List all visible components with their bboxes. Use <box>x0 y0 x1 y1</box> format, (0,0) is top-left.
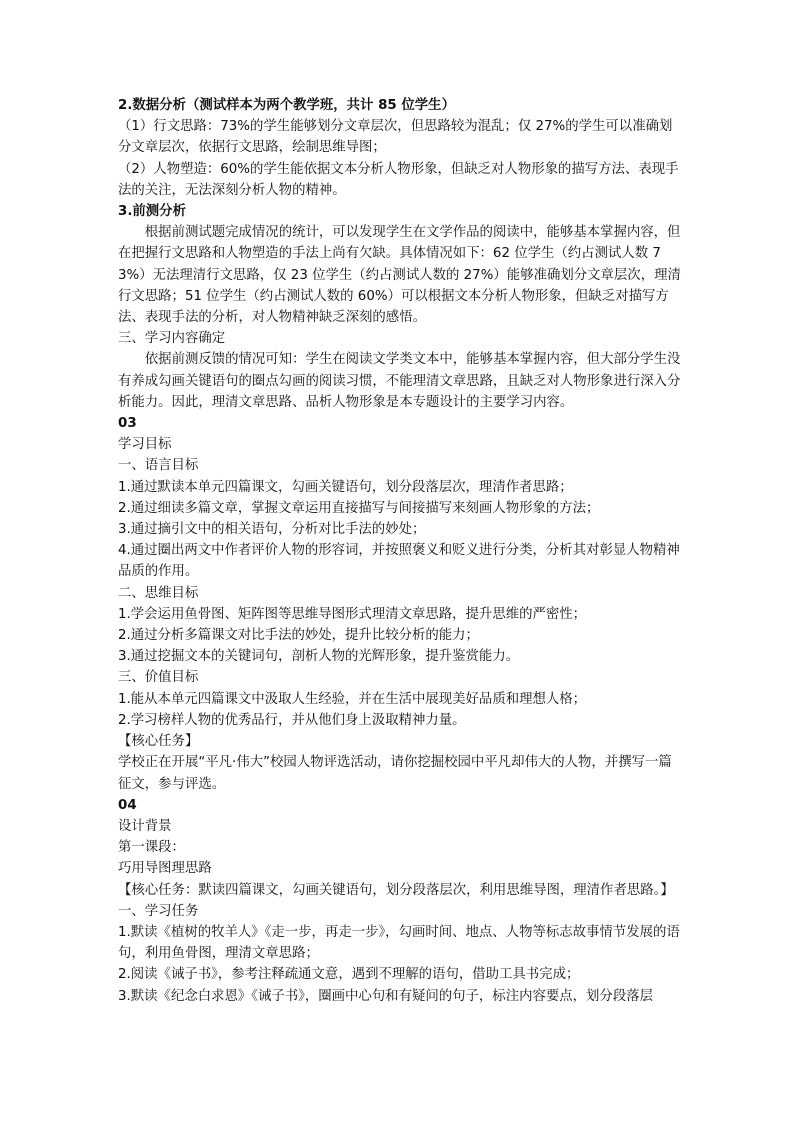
lesson-title: 巧用导图理思路 <box>118 861 212 877</box>
thinking-goals-title: 二、思维目标 <box>118 585 199 601</box>
learning-task-item: 2.阅读《诫子书》，参考注释疏通文意，遇到不理解的语句，借助工具书完成； <box>118 967 580 983</box>
section-3-title: 3.前测分析 <box>118 204 186 220</box>
learning-task-item: 3.默读《纪念白求恩》《诫子书》，圈画中心句和有疑问的句子，标注内容要点，划分段落层 <box>118 988 653 1004</box>
part-03-number: 03 <box>118 416 137 432</box>
part-04-number: 04 <box>118 797 137 813</box>
part-04-title: 设计背景 <box>118 818 172 834</box>
values-goal-item: 2.学习榜样人物的优秀品行，并从他们身上汲取精神力量。 <box>118 712 466 728</box>
learning-task-item: 1.默读《植树的牧羊人》《走一步，再走一步》，勾画时间、地点、人物等标志故事情节发展的语句，利用鱼骨图，理清文章思路； <box>118 924 680 962</box>
lesson-core-task: 【核心任务：默读四篇课文，勾画关键语句，划分段落层次，利用思维导图，理清作者思路。】 <box>118 882 674 898</box>
section-2-title: 2.数据分析（测试样本为两个教学班，共计 85 位学生） <box>118 98 455 113</box>
document-page <box>118 95 683 1007</box>
thinking-goal-item: 2.通过分析多篇课文对比手法的妙处，提升比较分析的能力； <box>118 628 479 644</box>
lesson-label: 第一课段： <box>118 840 185 856</box>
thinking-goal-item: 3.通过挖掘文本的关键词句，剖析人物的光辉形象，提升鉴赏能力。 <box>118 649 520 665</box>
language-goal-item: 2.通过细读多篇文章，掌握文章运用直接描写与间接描写来刻画人物形象的方法； <box>118 500 600 516</box>
thinking-goal-item: 1.学会运用鱼骨图、矩阵图等思维导图形式理清文章思路，提升思维的严密性； <box>118 606 587 622</box>
pretest-analysis-paragraph: 根据前测试题完成情况的统计，可以发现学生在文学作品的阅读中，能够基本掌握内容，但在把握行文思路和人物塑造的手法上尚有欠缺。具体情况如下：62 位学生（约占测试人数 73%）无法理清行文思路，仅 23 位学生（约占测试人数的 27%）能够准确划分文章层次，理清行文思路；51 位学生（约占测试人数的 60%）可以根据文本分析人物形象，但缺乏对描写方法、表现手法的分析，对人物精神缺乏深刻的感悟。 <box>118 225 681 326</box>
content-confirm-paragraph: 依据前测反馈的情况可知：学生在阅读文学类文本中，能够基本掌握内容，但大部分学生没有养成勾画关键语句的圈点勾画的阅读习惯，不能理清文章思路，且缺乏对人物形象进行深入分析能力。因此，理清文章思路、品析人物形象是本专题设计的主要学习内容。 <box>118 352 681 410</box>
language-goal-item: 4.通过圈出两文中作者评价人物的形容词，并按照褒义和贬义进行分类，分析其对彰显人物精神品质的作用。 <box>118 543 680 580</box>
core-task-text: 学校正在开展“平凡·伟大”校园人物评选活动，请你挖掘校园中平凡却伟大的人物，并撰写一篇征文，参与评选。 <box>118 755 672 792</box>
values-goal-item: 1.能从本单元四篇课文中汲取人生经验，并在生活中展现美好品质和理想人格； <box>118 691 587 707</box>
language-goal-item: 3.通过摘引文中的相关语句，分析对比手法的妙处； <box>118 522 426 538</box>
analysis-item-1: （1）行文思路：73%的学生能够划分文章层次，但思路较为混乱；仅 27%的学生可以准确划分文章层次，依据行文思路，绘制思维导图； <box>118 119 673 156</box>
language-goal-item: 1.通过默读本单元四篇课文，勾画关键语句，划分段落层次，理清作者思路； <box>118 479 573 495</box>
core-task-label: 【核心任务】 <box>118 734 199 750</box>
language-goals-title: 一、语言目标 <box>118 458 199 474</box>
values-goals-title: 三、价值目标 <box>118 670 199 686</box>
analysis-item-2: （2）人物塑造：60%的学生能依据文本分析人物形象，但缺乏对人物形象的描写方法、表现手法的关注，无法深刻分析人物的精神。 <box>118 161 679 198</box>
learning-tasks-title: 一、学习任务 <box>118 903 199 919</box>
part-03-title: 学习目标 <box>118 437 172 453</box>
content-confirm-title: 三、学习内容确定 <box>118 331 226 347</box>
